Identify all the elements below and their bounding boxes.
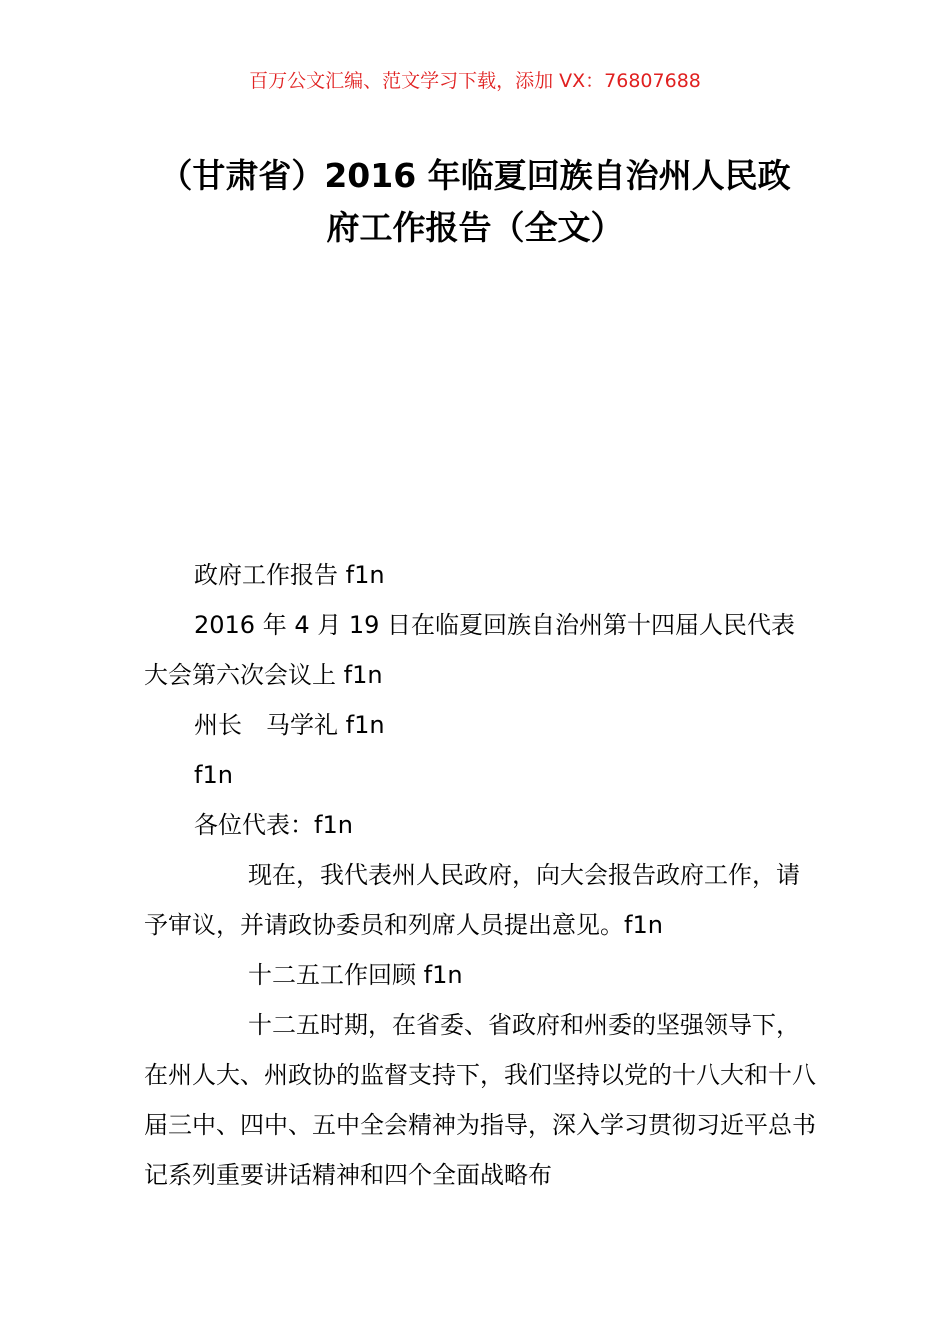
paragraph-speaker: 州长 马学礼 f1n	[194, 711, 385, 739]
paragraph-blank: f1n	[194, 761, 233, 789]
document-title	[135, 150, 815, 254]
paragraph-salutation: 各位代表：f1n	[194, 811, 353, 839]
header-note: 百万公文汇编、范文学习下载，添加 VX：76807688	[249, 70, 701, 92]
paragraph-intro: 现在，我代表州人民政府，向大会报告政府工作，请予审议，并请政协委员和列席人员提出意见。f1n	[144, 861, 800, 939]
paragraph-review: 十二五时期，在省委、省政府和州委的坚强领导下，在州人大、州政协的监督支持下，我们坚持以党的十八大和十八届三中、四中、五中全会精神为指导，深入学习贯彻习近平总书记系列重要讲话精神和四个全面战略布	[144, 1011, 816, 1189]
title-line-1: （甘肃省）2016 年临夏回族自治州人民政	[159, 156, 791, 195]
paragraph-report-name: 政府工作报告 f1n	[194, 561, 385, 589]
document-body	[144, 550, 816, 1200]
paragraph-date-venue: 2016 年 4 月 19 日在临夏回族自治州第十四届人民代表大会第六次会议上 f1n	[144, 611, 796, 689]
title-line-2: 府工作报告（全文）	[326, 208, 624, 247]
paragraph-section-heading: 十二五工作回顾 f1n	[248, 961, 463, 989]
